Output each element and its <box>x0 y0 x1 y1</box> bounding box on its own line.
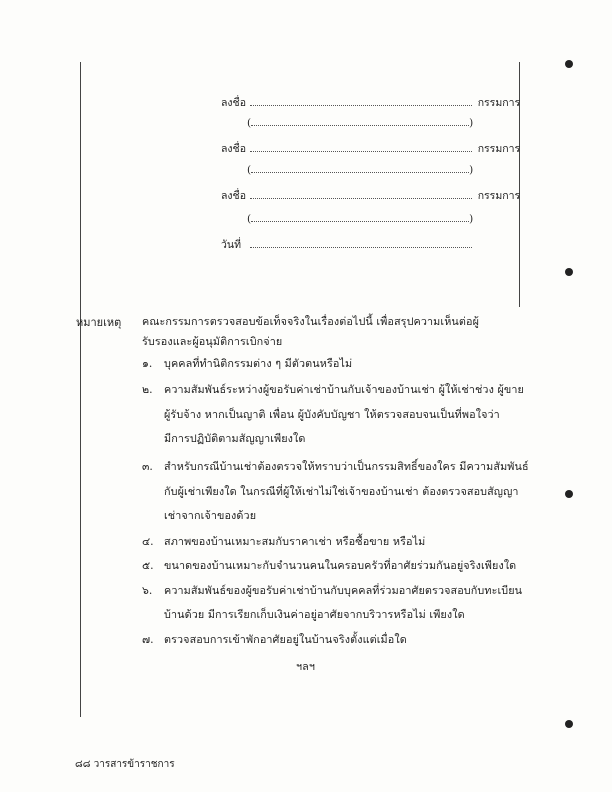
item-line: เช่าจากเจ้าของด้วย <box>164 509 257 522</box>
item-number: ๗. <box>142 633 154 646</box>
sign-label: ลงชื่อ <box>221 190 246 202</box>
paren-open: ( <box>247 164 252 176</box>
paren-open: ( <box>247 117 252 129</box>
form-frame-left <box>80 62 81 717</box>
remarks-intro-line-2: รับรองและผู้อนุมัติการเบิกจ่าย <box>142 335 283 348</box>
item-number: ๒. <box>142 383 153 396</box>
paren-close: ) <box>469 213 474 225</box>
signature-blank[interactable] <box>250 96 472 106</box>
item-number: ๖. <box>142 584 153 597</box>
item-number: ๓. <box>142 460 153 473</box>
date-label: วันที่ <box>221 239 241 251</box>
date-blank[interactable] <box>250 238 472 248</box>
punch-hole-middle <box>565 268 573 276</box>
sign-label: ลงชื่อ <box>221 97 246 109</box>
paren-open: ( <box>247 213 252 225</box>
item-line: ความสัมพันธ์ระหว่างผู้ขอรับค่าเช่าบ้านกับเจ้าของบ้านเช่า ผู้ให้เช่าช่วง ผู้ขาย <box>164 383 524 396</box>
item-line: ความสัมพันธ์ของผู้ขอรับค่าเช่าบ้านกับบุคคลที่ร่วมอาศัยตรวจสอบกับทะเบียน <box>164 584 523 597</box>
remarks-label: หมายเหตุ <box>76 316 122 329</box>
continuation-mark: ฯลฯ <box>296 660 316 673</box>
sign-label: ลงชื่อ <box>221 143 246 155</box>
item-line: สำหรับกรณีบ้านเช่าต้องตรวจให้ทราบว่าเป็นกรรมสิทธิ์ของใคร มีความสัมพันธ์ <box>164 460 529 473</box>
punch-hole-top <box>565 60 573 68</box>
name-line-1[interactable] <box>247 116 473 129</box>
item-line: กับผู้เช่าเพียงใด ในกรณีที่ผู้ให้เช่าไม่ใช่เจ้าของบ้านเช่า ต้องตรวจสอบสัญญา <box>164 485 519 498</box>
name-blank[interactable] <box>251 116 469 126</box>
punch-hole-bottom <box>565 720 573 728</box>
signature-line-2[interactable] <box>221 140 520 157</box>
item-line: ตรวจสอบการเข้าพักอาศัยอยู่ในบ้านจริงตั้งแต่เมื่อใด <box>164 633 407 646</box>
signature-blank[interactable] <box>250 142 472 152</box>
item-number: ๑. <box>142 357 153 370</box>
name-blank[interactable] <box>251 212 469 222</box>
paren-close: ) <box>469 164 474 176</box>
name-line-3[interactable] <box>247 212 473 225</box>
signature-line-1[interactable] <box>221 94 520 111</box>
role-label: กรรมการ <box>477 143 521 155</box>
name-blank[interactable] <box>251 163 469 173</box>
item-line: บุคคลที่ทำนิติกรรมต่าง ๆ มีตัวตนหรือไม่ <box>164 357 353 370</box>
signature-line-3[interactable] <box>221 187 520 204</box>
item-line: ผู้รับจ้าง หากเป็นญาติ เพื่อน ผู้บังคับบัญชา ให้ตรวจสอบจนเป็นที่พอใจว่า <box>164 408 500 421</box>
item-line: มีการปฏิบัติตามสัญญาเพียงใด <box>164 432 306 445</box>
role-label: กรรมการ <box>477 97 521 109</box>
item-number: ๔. <box>142 535 154 548</box>
item-line: ขนาดของบ้านเหมาะกับจำนวนคนในครอบครัวที่อาศัยร่วมกันอยู่จริงเพียงใด <box>164 559 517 572</box>
name-line-2[interactable] <box>247 163 473 176</box>
paren-close: ) <box>469 117 474 129</box>
item-number: ๕. <box>142 559 154 572</box>
item-line: บ้านด้วย มีการเรียกเก็บเงินค่าอยู่อาศัยจากบริวารหรือไม่ เพียงใด <box>164 608 465 621</box>
remarks-intro-line-1: คณะกรรมการตรวจสอบข้อเท็จจริงในเรื่องต่อไปนี้ เพื่อสรุปความเห็นต่อผู้ <box>142 315 480 328</box>
punch-hole-lower <box>565 490 573 498</box>
date-line[interactable] <box>221 236 472 253</box>
role-label: กรรมการ <box>477 190 521 202</box>
signature-blank[interactable] <box>250 189 472 199</box>
page-footer: ๘๘ วารสารข้าราชการ <box>75 759 175 770</box>
item-line: สภาพของบ้านเหมาะสมกับราคาเช่า หรือซื้อขาย หรือไม่ <box>164 535 426 548</box>
